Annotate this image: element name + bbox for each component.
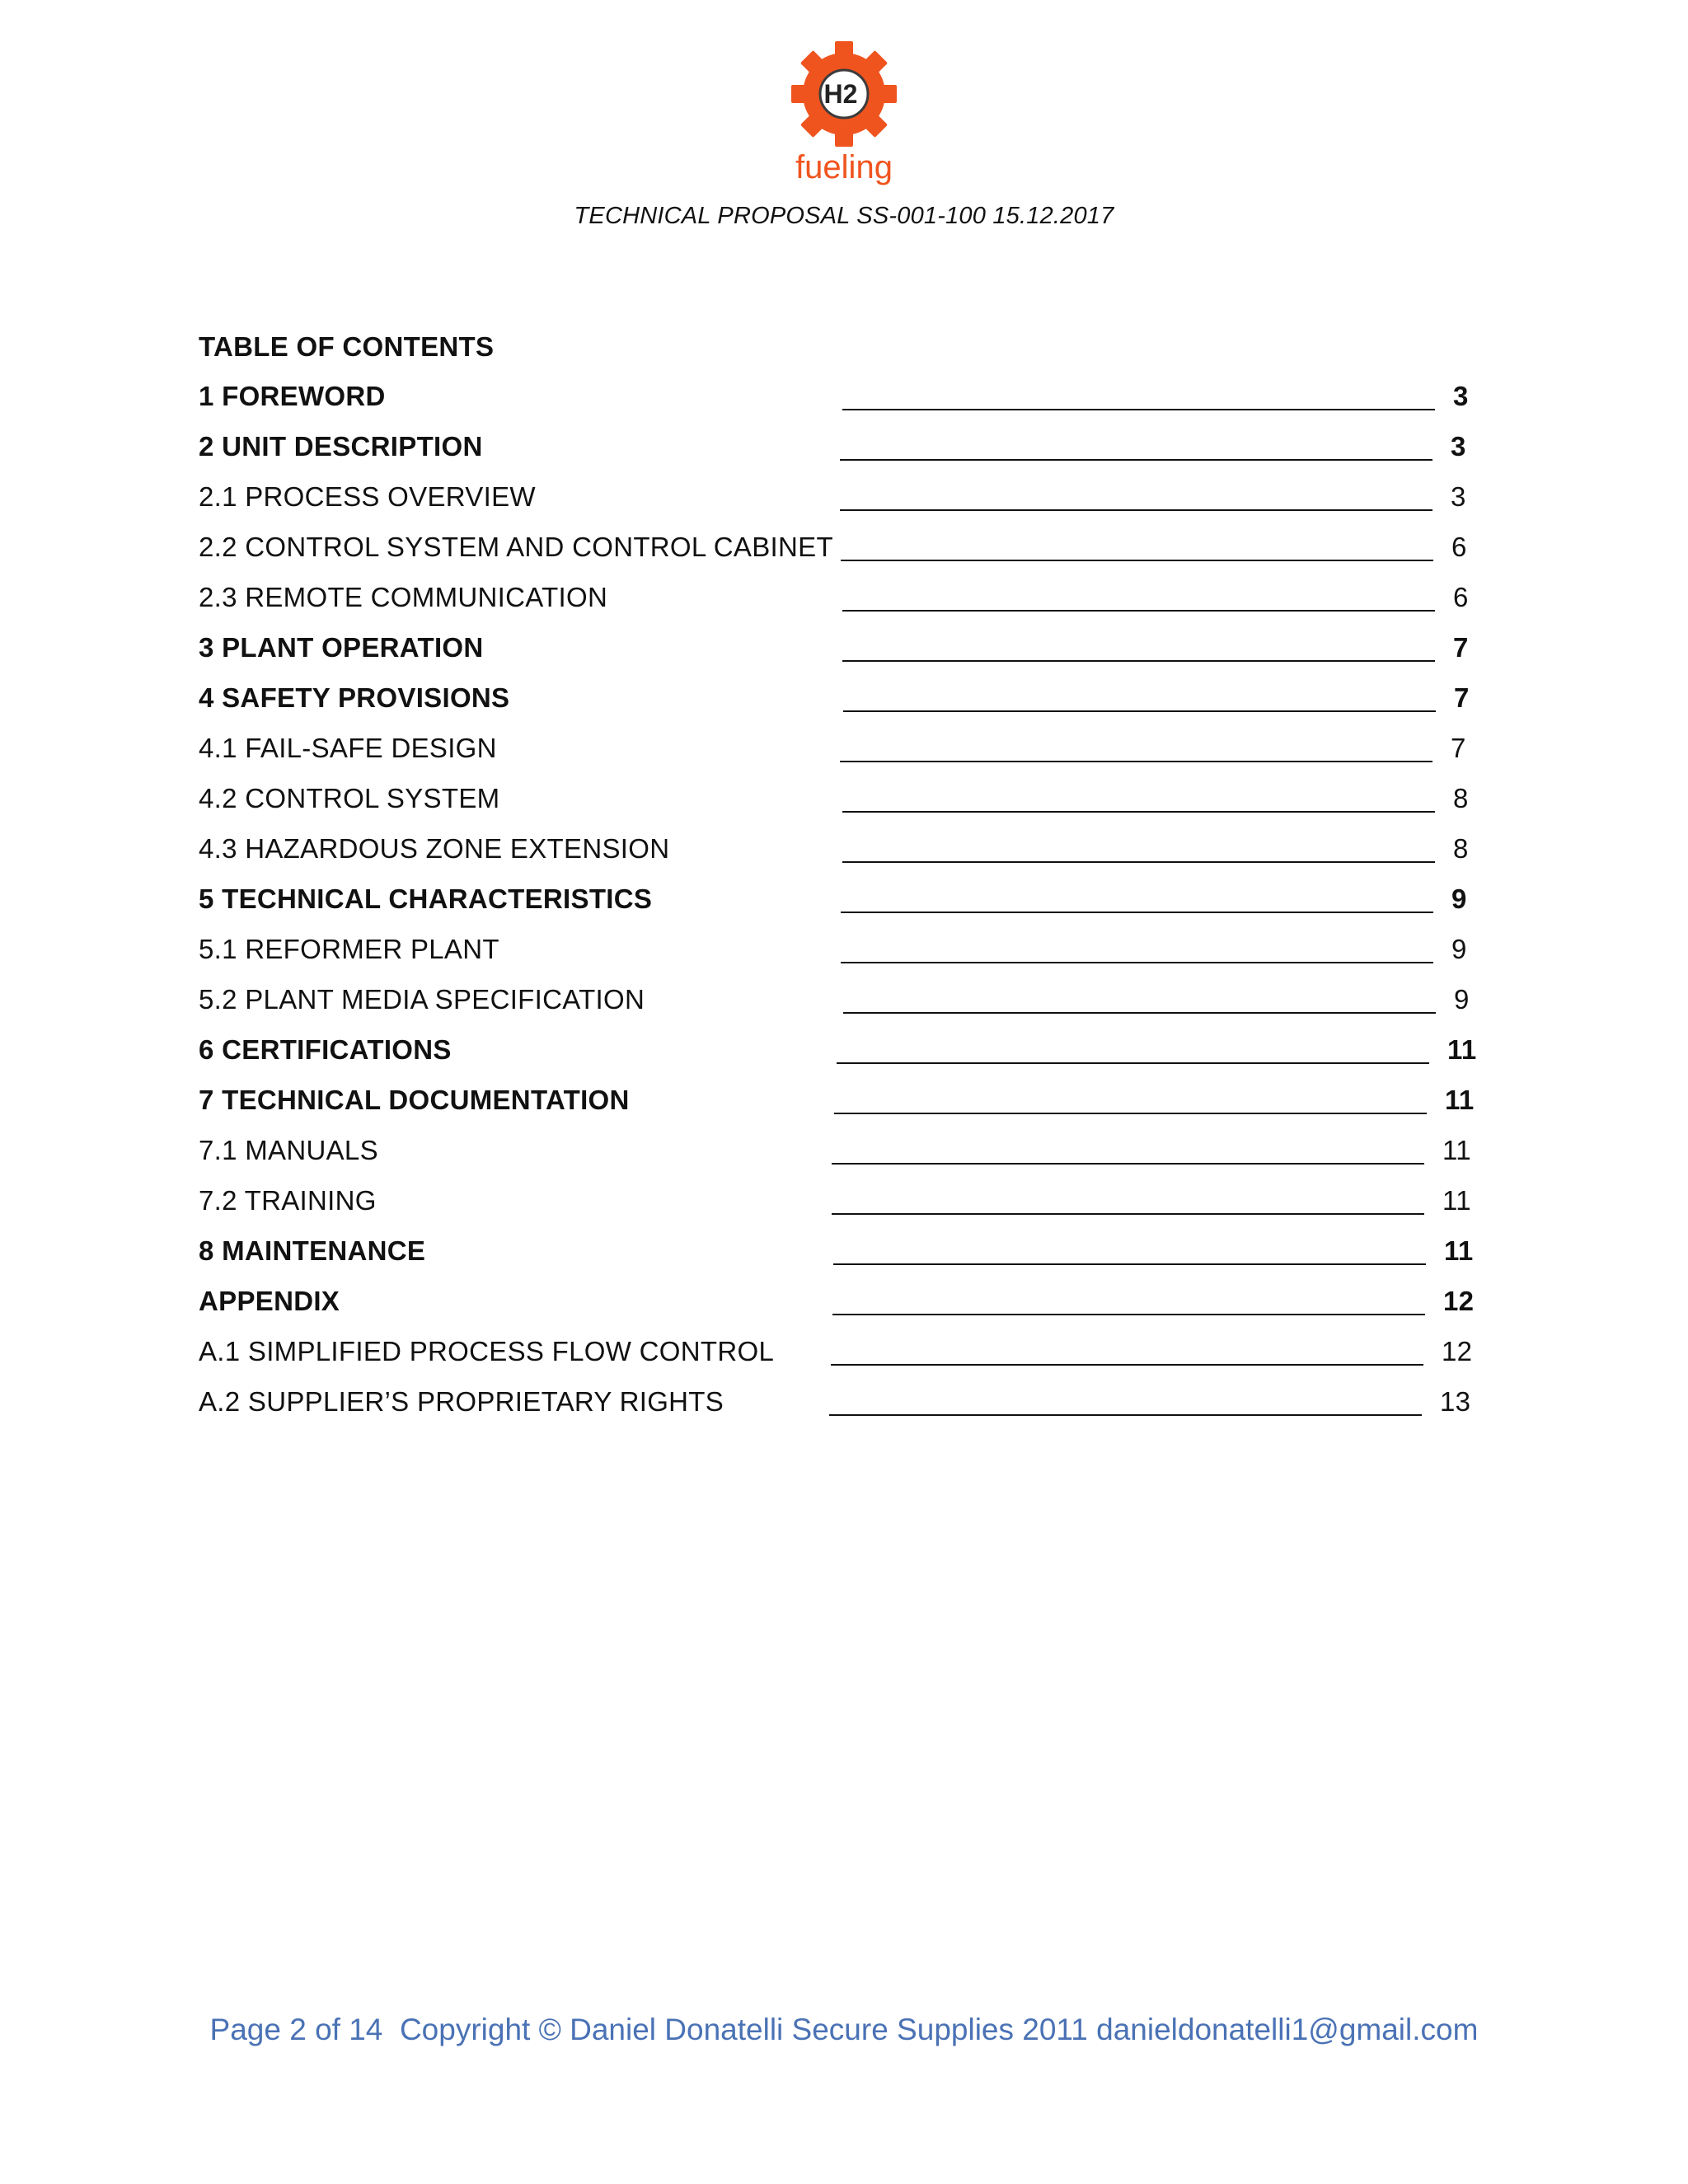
toc-heading: TABLE OF CONTENTS — [199, 331, 495, 362]
toc-entry[interactable] — [199, 481, 1493, 532]
toc-entry-label: 2.3 REMOTE COMMUNICATION — [199, 582, 608, 612]
toc-entry-page: 3 — [1451, 481, 1466, 512]
toc-entry-page: 11 — [1442, 1135, 1471, 1165]
toc-leader-line — [840, 761, 1432, 762]
toc-entry[interactable] — [199, 682, 1493, 733]
toc-entry-page: 3 — [1453, 381, 1469, 411]
toc-entry-label: 4.3 HAZARDOUS ZONE EXTENSION — [199, 833, 670, 864]
toc-entry-page: 6 — [1453, 582, 1469, 612]
toc-entry-label: 5.2 PLANT MEDIA SPECIFICATION — [199, 984, 645, 1015]
toc-leader-line — [842, 409, 1435, 410]
gear-logo-icon — [786, 40, 902, 196]
toc-entry[interactable] — [199, 984, 1493, 1034]
toc-entry-label: 4.1 FAIL-SAFE DESIGN — [199, 733, 497, 763]
toc-leader-line — [840, 509, 1432, 511]
toc-entry-page: 11 — [1442, 1185, 1471, 1216]
toc-leader-line — [841, 560, 1433, 561]
toc-entry[interactable] — [199, 934, 1493, 984]
toc-leader-line — [834, 1113, 1427, 1114]
toc-leader-line — [832, 1213, 1424, 1215]
toc-entry[interactable] — [199, 883, 1493, 934]
toc-leader-line — [832, 1163, 1424, 1165]
toc-entry-label: 7 TECHNICAL DOCUMENTATION — [199, 1085, 630, 1115]
toc-leader-line — [841, 912, 1433, 913]
toc-entry[interactable] — [199, 582, 1493, 632]
toc-entry-page: 9 — [1451, 934, 1467, 964]
toc-leader-line — [841, 962, 1433, 963]
toc-entry-label: 7.1 MANUALS — [199, 1135, 378, 1165]
toc-entry[interactable] — [199, 532, 1493, 582]
toc-leader-line — [840, 459, 1432, 461]
toc-entry-label: 5.1 REFORMER PLANT — [199, 934, 499, 964]
logo-h-text: H2 — [823, 79, 858, 109]
toc-entry[interactable] — [199, 1135, 1493, 1185]
toc-entry-page: 11 — [1444, 1235, 1474, 1266]
toc-entry-label: 8 MAINTENANCE — [199, 1235, 426, 1266]
toc-entry-label: 2.1 PROCESS OVERVIEW — [199, 481, 536, 512]
toc-leader-line — [831, 1364, 1423, 1366]
toc-entry[interactable] — [199, 1336, 1493, 1386]
toc-entry[interactable] — [199, 733, 1493, 783]
toc-entry[interactable] — [199, 1034, 1493, 1085]
toc-entry-page: 8 — [1453, 833, 1469, 864]
table-of-contents — [199, 381, 1493, 1436]
toc-entry[interactable] — [199, 431, 1493, 481]
toc-leader-line — [837, 1062, 1429, 1064]
toc-leader-line — [833, 1263, 1426, 1265]
toc-leader-line — [829, 1414, 1422, 1416]
toc-entry-label: 2.2 CONTROL SYSTEM AND CONTROL CABINET — [199, 532, 833, 562]
toc-entry-label: 7.2 TRAINING — [199, 1185, 377, 1216]
toc-entry[interactable] — [199, 833, 1493, 883]
toc-entry-label: 2 UNIT DESCRIPTION — [199, 431, 483, 462]
toc-entry-label: 3 PLANT OPERATION — [199, 632, 484, 663]
toc-entry[interactable] — [199, 381, 1493, 431]
toc-leader-line — [843, 710, 1436, 712]
toc-entry-page: 13 — [1440, 1386, 1471, 1417]
toc-entry-page: 7 — [1451, 733, 1466, 763]
toc-entry-label: 6 CERTIFICATIONS — [199, 1034, 452, 1065]
toc-leader-line — [842, 660, 1435, 662]
toc-entry[interactable] — [199, 1386, 1493, 1436]
toc-leader-line — [843, 1012, 1436, 1014]
toc-entry-page: 9 — [1454, 984, 1470, 1015]
document-subtitle: TECHNICAL PROPOSAL SS-001-100 15.12.2017 — [574, 203, 1114, 229]
toc-entry-page: 8 — [1453, 783, 1469, 813]
toc-entry-page: 3 — [1451, 431, 1466, 462]
toc-entry-page: 7 — [1454, 682, 1470, 713]
toc-entry-page: 11 — [1445, 1085, 1475, 1115]
toc-leader-line — [842, 610, 1435, 612]
toc-entry-label: 5 TECHNICAL CHARACTERISTICS — [199, 883, 653, 914]
toc-entry-page: 12 — [1442, 1336, 1473, 1366]
toc-entry-page: 12 — [1443, 1286, 1475, 1316]
toc-leader-line — [842, 811, 1435, 813]
company-logo — [786, 40, 902, 196]
toc-entry-label: APPENDIX — [199, 1286, 340, 1316]
toc-entry[interactable] — [199, 1235, 1493, 1286]
toc-leader-line — [842, 861, 1435, 863]
toc-leader-line — [832, 1314, 1425, 1315]
toc-entry-page: 7 — [1453, 632, 1469, 663]
toc-entry-label: 4.2 CONTROL SYSTEM — [199, 783, 500, 813]
logo-wordmark: fueling — [795, 149, 893, 185]
toc-entry-label: A.2 SUPPLIER’S PROPRIETARY RIGHTS — [199, 1386, 724, 1417]
toc-entry[interactable] — [199, 783, 1493, 833]
toc-entry-label: 4 SAFETY PROVISIONS — [199, 682, 510, 713]
toc-entry-label: A.1 SIMPLIFIED PROCESS FLOW CONTROL — [199, 1336, 775, 1366]
page-footer: Page 2 of 14 Copyright © Daniel Donatelli Secure Supplies 2011 danieldonatelli1@gmail.com — [209, 2013, 1479, 2046]
toc-entry-page: 6 — [1451, 532, 1467, 562]
toc-entry[interactable] — [199, 1286, 1493, 1336]
toc-entry[interactable] — [199, 1185, 1493, 1235]
toc-entry[interactable] — [199, 1085, 1493, 1135]
toc-entry-label: 1 FOREWORD — [199, 381, 386, 411]
toc-entry-page: 9 — [1451, 883, 1467, 914]
toc-entry-page: 11 — [1447, 1034, 1477, 1065]
toc-entry[interactable] — [199, 632, 1493, 682]
